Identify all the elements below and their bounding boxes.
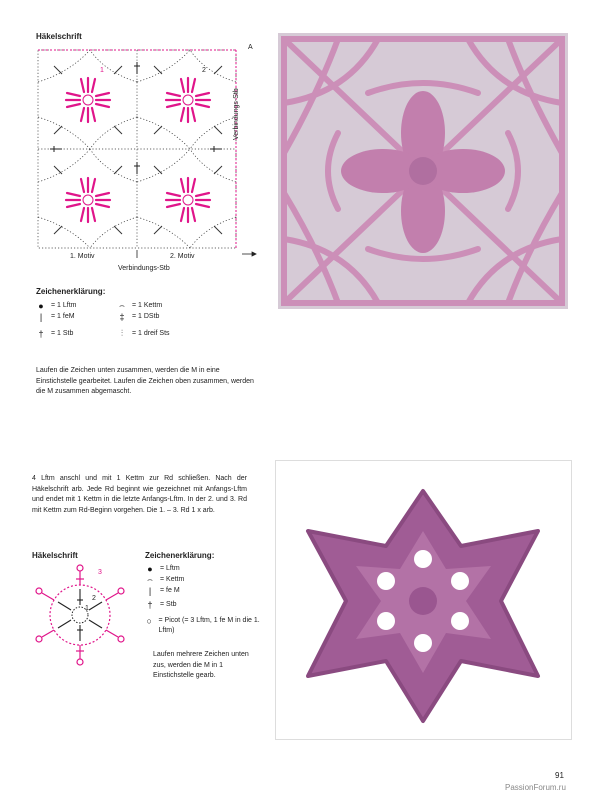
top-legend-col-1 — [36, 300, 126, 339]
star-chart-svg — [30, 560, 130, 670]
legend-item: | = fe M — [145, 585, 260, 596]
double-cross-icon: ‡ — [119, 311, 125, 322]
label-joining-stitch-side: Verbindungs-Stb — [233, 88, 240, 140]
legend-item: | = 1 feM — [36, 311, 126, 322]
square-crochet-chart — [30, 42, 260, 272]
dot-icon: ● — [147, 563, 153, 574]
top-note: Laufen die Zeichen unten zusammen, werden die M in eine Einstichstelle gearbeitet. Laufen die Zeichen oben zusammen, werden die M zusammen abgemascht. — [36, 367, 254, 395]
page-number: 91 — [555, 771, 564, 780]
round-number-1: 1 — [85, 605, 89, 612]
motif-4-bottom-right — [154, 166, 222, 234]
legend-item: ● = 1 Lftm — [36, 300, 126, 311]
round-number-3: 3 — [98, 569, 102, 576]
motif-1-top-left — [54, 66, 122, 134]
label-a: A — [248, 44, 253, 51]
label-motif-1: 1. Motiv — [70, 253, 95, 260]
square-chart-svg — [30, 42, 260, 272]
label-motif-2: 2. Motiv — [170, 253, 195, 260]
legend-item: ○ = Picot (= 3 Lftm, 1 fe M in die 1. Lftm) — [146, 616, 260, 634]
label-joining-stitch-bottom: Verbindungs-Stb — [118, 265, 170, 272]
round-number-1: 1 — [100, 67, 104, 74]
crochet-square-photo — [278, 33, 568, 309]
round-number-2: 2 — [92, 595, 96, 602]
square-photo-svg — [278, 33, 568, 309]
legend-item: ● = Lftm — [145, 563, 260, 574]
bottom-chart-title: Häkelschrift — [32, 551, 78, 560]
short-bar-icon: | — [39, 311, 43, 322]
legend-item: ⌢ = 1 Kettm — [117, 300, 227, 311]
top-legend-col-2 — [117, 300, 227, 339]
dagger-icon: † — [147, 599, 153, 610]
bottom-note: Laufen mehrere Zeichen unten zus, werden die M in 1 Einstichstelle gearb. — [153, 651, 249, 679]
arc-icon: ⌢ — [147, 574, 153, 584]
arc-icon: ⌢ — [119, 300, 125, 310]
picot-icon: ○ — [146, 616, 152, 626]
crochet-star-photo — [275, 460, 572, 740]
dot-icon: ● — [38, 300, 44, 311]
legend-item: ‡ = 1 DStb — [117, 311, 227, 322]
triple-cluster-icon: ⫶ — [120, 328, 124, 338]
star-photo-svg — [276, 461, 571, 739]
bottom-instructions: 4 Lftm anschl und mit 1 Kettm zur Rd schließen. Nach der Häkelschrift arb. Jede Rd beginnt wie gezeichnet mit Anfangs-Lftm und endet mit 1 Kettm in die letzte Anfangs-Lftm. In der 2. und 3. Rd mit Kettm zum Rd-Beginn vorgehen. Die 1. – 3. Rd 1 x arb. — [32, 475, 247, 514]
legend-item: † = 1 Stb — [36, 328, 126, 339]
bottom-legend-title: Zeichenerklärung: — [145, 551, 215, 560]
top-chart-title: Häkelschrift — [36, 32, 82, 41]
top-legend-title: Zeichenerklärung: — [36, 287, 106, 296]
short-bar-icon: | — [148, 585, 152, 596]
star-crochet-chart — [30, 560, 130, 670]
legend-item: † = Stb — [145, 599, 260, 610]
motif-2-top-right — [154, 66, 222, 134]
motif-3-bottom-left — [54, 166, 122, 234]
watermark: PassionForum.ru — [505, 783, 566, 792]
legend-item: ⌢ = Kettm — [145, 574, 260, 585]
round-number-2: 2 — [202, 67, 206, 74]
legend-item: ⫶ = 1 dreif Sts — [117, 328, 227, 339]
bottom-legend — [145, 563, 260, 636]
dagger-icon: † — [38, 328, 44, 339]
